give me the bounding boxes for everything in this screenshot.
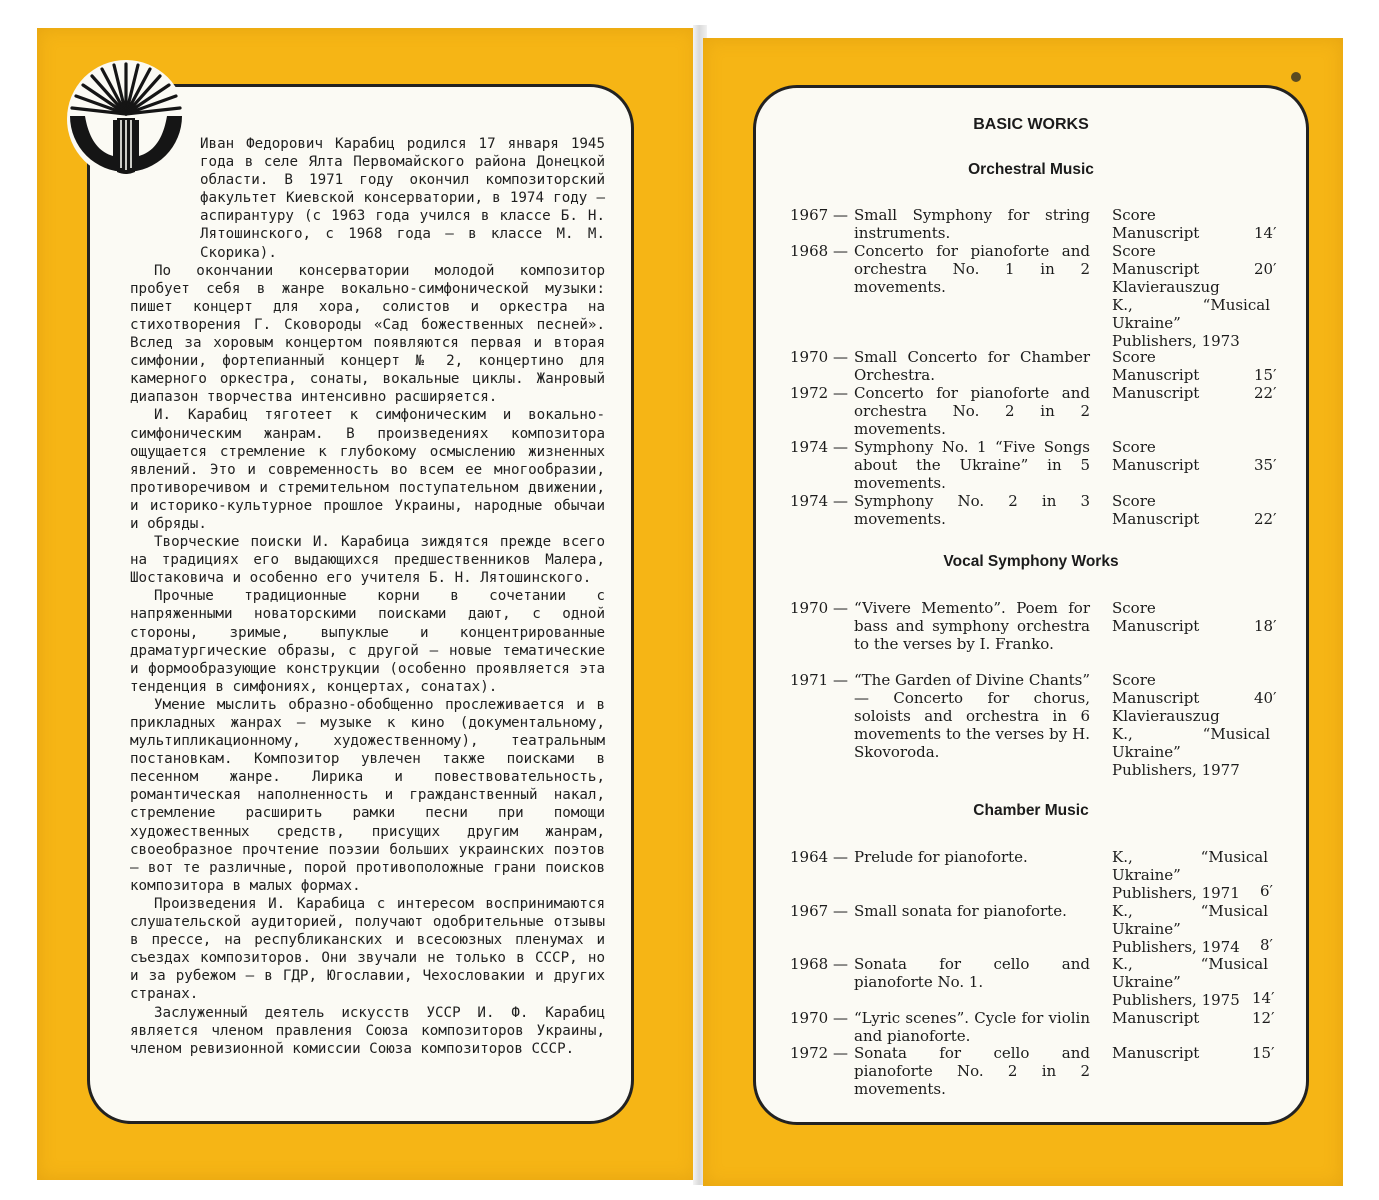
bio-paragraph-4: Творческие поиски И. Карабица зиждятся прежде всего на традициях его выдающихся предшественников Малера, Шостаковича и особенно его учителя Б. Н. Лятошинского. [130,534,605,587]
bio-paragraph-1: Иван Федорович Карабиц родился 17 января 1945 года в селе Ялта Первомайского района Донецкой области. В 1971 году окончил композиторский факультет Киевской консерватории, в 1974 году — аспирантуру (с 1963 года учился в классе Б. Н. Лятошинского, с 1968 года — в классе М. М. Скорика). [200,136,605,261]
work-description: Prelude for pianoforte. [854,848,1028,866]
pub-line: Manuscript [1112,617,1200,635]
work-year: 1968 — [790,955,848,973]
pub-line: Score [1112,206,1156,224]
work-year: 1967 — [790,206,848,224]
work-publication [1112,242,1272,350]
pub-line: Score [1112,348,1156,366]
work-publication [1112,206,1272,242]
pub-line: Manuscript [1112,689,1200,707]
work-description: Sonata for cello and pianoforte No. 1. [854,955,1090,991]
pub-line: K., “Musical Ukraine” Publishers, 1973 [1112,296,1270,350]
work-year: 1970 — [790,348,848,366]
pub-line: Manuscript [1112,260,1200,278]
pub-line: Score [1112,438,1156,456]
pub-line: Manuscript [1112,456,1200,474]
bio-paragraph-2: По окончании консерватории молодой композитор пробует себя в жанре вокально-симфонической музыки: пишет концерт для хора, солистов и оркестра на стихотворения Г. Сковороды «Сад божественных песней». Вслед за хоровым концертом появляются первая и вторая симфонии, фортепианный концерт № 2, концертино для камерного оркестра, сонаты, вокальные циклы. Жанровый диапазон творчества интенсивно расширяется. [130,262,605,406]
section-title-orchestral: Orchestral Music [968,161,1094,178]
work-year: 1964 — [790,848,848,866]
work-publication: K., “Musical Ukraine” Publishers, 1971 [1112,848,1268,902]
bio-paragraph-7: Произведения И. Карабица с интересом воспринимаются слушательской аудиторией, получают одобрительные отзывы в прессе, на республиканских и всесоюзных пленумах и съездах композиторов. Они звучали не только в СССР, но и за рубежом — в ГДР, Югославии, Чехословакии и других странах. [130,895,605,1003]
bio-paragraph-5: Прочные традиционные корни в сочетании с напряженными новаторскими поисками дают, с одной стороны, зримые, выпуклые и концентрированные драматургические образы, с другой — новые тематические и формообразующие конструкции (особенно проявляется эта тенденция в симфониях, концертах, сонатах). [130,588,605,695]
work-publication: Manuscript [1112,1044,1200,1062]
work-year: 1970 — [790,1009,848,1027]
work-year: 1972 — [790,1044,848,1062]
basic-works-heading: BASIC WORKS [973,116,1089,133]
biography-panel [87,84,634,1124]
section-title-vocal-symphony: Vocal Symphony Works [943,553,1119,570]
work-description: Symphony No. 1 “Five Songs about the Ukraine” in 5 movements. [854,438,1090,492]
left-page [37,28,697,1180]
work-year: 1972 — [790,384,848,402]
work-publication: Manuscript [1112,1009,1200,1027]
pub-line: Klavierauszug [1112,707,1220,725]
work-description: Small Symphony for string instruments. [854,206,1090,242]
bio-paragraph-6: Умение мыслить образно-обобщенно прослеживается и в прикладных жанрах — музыке к кино (документальному, мультипликационному, художественному), театральным постановкам. Композитор увлечен также поисками в песенном жанре. Лирика и повествовательность, романтическая наполненность и гражданственный накал, стремление расширить рамки песни при помощи художественных средств, присущих другим жанрам, своеобразное прочтение поэзии больших украинских поэтов — вот те различные, порой противоположные грани поисков композитора в малых формах. [130,696,605,894]
work-publication [1112,384,1272,402]
work-year: 1974 — [790,492,848,510]
pub-line: K., “Musical Ukraine” Publishers, 1977 [1112,725,1270,779]
work-year: 1970 — [790,599,848,617]
pub-line: Manuscript [1112,366,1200,384]
work-publication [1112,348,1272,384]
pub-line: Score [1112,599,1156,617]
work-publication: K., “Musical Ukraine” Publishers, 1975 [1112,955,1268,1009]
work-publication: K., “Musical Ukraine” Publishers, 1974 [1112,902,1268,956]
work-publication [1112,492,1272,528]
work-year: 1974 — [790,438,848,456]
work-description: Concerto for pianoforte and orchestra No. 1 in 2 movements. [854,242,1090,296]
pub-line: Score [1112,242,1156,260]
work-description: Small Concerto for Chamber Orchestra. [854,348,1090,384]
pub-line: Score [1112,492,1156,510]
work-description: Small sonata for pianoforte. [854,902,1067,920]
work-description: Sonata for cello and pianoforte No. 2 in 2 movements. [854,1044,1090,1098]
pub-line: Manuscript [1112,384,1200,402]
work-year: 1971 — [790,671,848,689]
right-page [703,38,1343,1186]
work-description: “Lyric scenes”. Cycle for violin and pianoforte. [854,1009,1090,1045]
work-publication [1112,671,1272,779]
work-year: 1968 — [790,242,848,260]
speck [1291,72,1301,82]
pub-line: Score [1112,671,1156,689]
pub-line: Klavierauszug [1112,278,1220,296]
work-description: “The Garden of Divine Chants” — Concerto for chorus, soloists and orchestra in 6 movements to the verses by H. Skovoroda. [854,671,1090,761]
section-title-chamber: Chamber Music [973,802,1089,819]
pub-line: Manuscript [1112,224,1200,242]
pub-line: Manuscript [1112,510,1200,528]
work-publication [1112,438,1272,474]
union-logo-icon [67,60,185,178]
work-year: 1967 — [790,902,848,920]
bio-paragraph-3: И. Карабиц тяготеет к симфоническим и вокально-симфоническим жанрам. В произведениях композитора ощущается стремление к глубокому осмыслению жизненных явлений. Это и современность во всем ее многообразии, противоречивом и стремительном поступательном движении, и историко-культурное прошлое Украины, народные обычаи и обряды. [130,407,605,532]
work-description: Concerto for pianoforte and orchestra No. 2 in 2 movements. [854,384,1090,438]
work-publication [1112,599,1272,635]
work-description: Symphony No. 2 in 3 movements. [854,492,1090,528]
biography-text [130,135,605,1058]
bio-paragraph-8: Заслуженный деятель искусств УССР И. Ф. Карабиц является членом правления Союза композиторов Украины, членом ревизионной комиссии Союза композиторов СССР. [130,1004,605,1057]
work-description: “Vivere Memento”. Poem for bass and symphony orchestra to the verses by I. Franko. [854,599,1090,653]
works-panel: BASIC WORKS Orchestral Music 1967 — Small Symphony for string instruments. Score Manuscript 14′ 1968 — Concerto for pianoforte and orchestra No. 1 in 2 movements. Score Manuscript Klavierauszug K., “Musical Ukraine” Publishers, 1973 20′ 1970 — Small Concerto for Chamber Orchestra. Score Manuscript 15′ 1972 — Concerto for pianoforte and orchestra No. 2 in 2 movements. Manuscript 22′ 1974 — Symphony No. 1 “Five Songs about the Ukraine” in 5 movements. Score Manuscript 35′ 1974 — Symphony No. 2 in 3 movements. Score Manuscript 22′ Vocal Symphony Works 1970 — “Vivere Memento”. Poem for bass and symphony orchestra to the verses by I. Franko. Score Manuscript 18′ 1971 — “The Garden of Divine Chants” — Concerto for chorus, soloists and orchestra in 6 movements to the verses by H. Skovoroda. Score Manuscript Klavierauszug K., “Musical Ukraine” Publishers, 1977 40′ Chamber Music 1964 — Prelude for pianoforte. K., “Musical Ukraine” Publishers, 1971 6′ 1967 — Small sonata for pianoforte. K., “Musical Ukraine” Publishers, 1974 8′ 1968 — Sonata for cello and pianoforte No. 1. K., “Musical Ukraine” Publishers, 1975 14′ 1970 — “Lyric scenes”. Cycle for violin and pianoforte. Manuscript 12′ 1972 — Sonata for cello and pianoforte No. 2 in 2 movements. Manuscript 15′ [753,85,1309,1125]
